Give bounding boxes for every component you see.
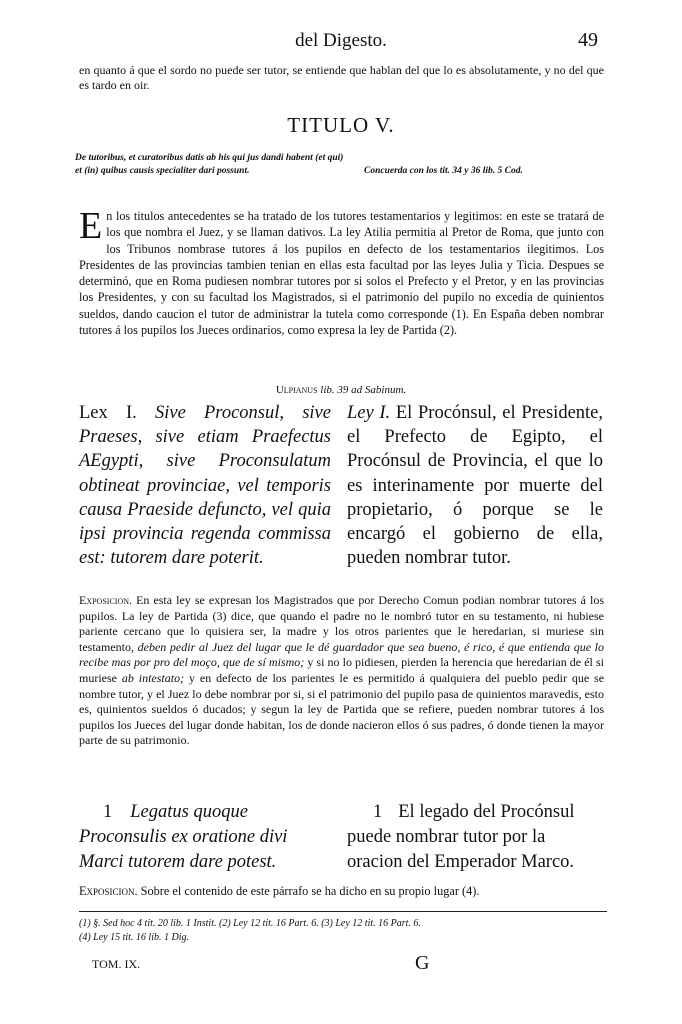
carryover-text: en quanto á que el sordo no puede ser tutor, se entiende que hablan del que lo es absolutamente, y no del que es tardo en oir. xyxy=(79,63,604,92)
footnote-rule xyxy=(79,911,607,912)
lex1-latin xyxy=(79,401,331,570)
lex1-spanish xyxy=(347,401,603,570)
exposicion-1-quote-2: ab intestato; xyxy=(121,670,185,685)
lex1-latin-label: Lex I. xyxy=(79,403,137,423)
exposicion-1-text-a: En esta ley se expresan los Magistrados que por Derecho Comun podian nombrar tutores á los pupilos. La ley de Partida (3) dice, que quando el padre no le nombró tutor en su testamento, ni hubiese pariente cercano que lo quisiera ser, la madre y los otros parientes que le heredarian, si muriese sin testamento, xyxy=(79,593,604,654)
para1-latin-number: 1 xyxy=(103,802,113,822)
footnote-line-2: (4) Ley 15 tit. 16 lib. 1 Dig. xyxy=(79,932,189,943)
exposicion-1-label: Exposicion. xyxy=(79,593,133,607)
para1-latin xyxy=(79,800,331,875)
lex1-spanish-text: El Procónsul, el Presidente, el Prefecto de Egipto, el Procónsul de Provincia, el que lo es interinamente por muerte del propietario, ó porque se le encargó el gobierno de ella, pueden nombrar tutor. xyxy=(347,403,604,569)
lex1-latin-text: Sive Proconsul, sive Praeses, sive etiam Praefectus AEgypti, sive Proconsulatum obtineat provinciae, vel temporis causa Praeside defuncto, vel quia ipsi provincia regenda commissa est: tutorem dare poterit. xyxy=(79,403,331,569)
rubric-latin: De tutoribus, et curatoribus datis ab his qui jus dandi habent (et qui) et (in) quibus causis specialiter dari possunt. xyxy=(75,153,344,176)
footnote-line-1: (1) §. Sed hoc 4 tit. 20 lib. 1 Instit. (2) Ley 12 tit. 16 Part. 6. (3) Ley 12 tit. 16 Part. 6. xyxy=(79,918,421,929)
intro-paragraph xyxy=(79,205,604,338)
attribution-source: lib. 39 ad Sabinum. xyxy=(320,384,407,396)
attribution xyxy=(0,384,682,396)
intro-text: n los titulos antecedentes se ha tratado de los tutores testamentarios y legitimos: en este se tratará de los que nombra el Juez, y se llaman dativos. La ley Atilia permitia al Pretor de Roma, que junto con los Tribunos nombrase tutores á los pupilos en defecto de los testamentarios ilegitimos. Los Presidentes de las provincias tambien tenian en ellas esta facultad por las leyes Julia y Ticia. Despues se determinó, que en Roma pudiesen nombrar tutores por si solos el Prefecto y el Pretor, y en las provincias los Presidentes, y con su facultad los Magistrados, si el patrimonio del pupilo no excedia de quinientos sueldos, dando caucion el tutor de administrar la tutela como corresponde (1). En España deben nombrar tutores á los pupilos los Jueces ordinarios, como expresa la ley de Partida (2). xyxy=(79,209,604,338)
running-header-title: del Digesto. xyxy=(295,30,387,51)
exposicion-1-text-c: y en defecto de los parientes le es permitido á qualquiera del pueblo pedir que se nombre tutor, y el Juez lo debe nombrar por si, si el patrimonio del pupilo pasa de quinientos maravedis, esto es, quinientos sueldos ó ducados; y segun la ley de Partida que se refiere, pueden nombrar tutores á los pupilos los Jueces del lugar donde habitan, los de donde nacieron ellos ó sus padres, ó donde tienen la mayor parte de su patrimonio. xyxy=(79,670,605,748)
exposicion-2-label: Exposicion. xyxy=(79,884,138,898)
lex1-spanish-label: Ley I. xyxy=(347,403,391,423)
exposicion-2-text: Sobre el contenido de este párrafo se ha dicho en su propio lugar (4). xyxy=(140,884,480,898)
exposicion-2 xyxy=(79,883,609,899)
signature-mark: G xyxy=(415,952,430,974)
tome-label: TOM. IX. xyxy=(92,957,141,971)
para1-spanish-number: 1 xyxy=(373,802,383,822)
footnotes xyxy=(79,917,607,945)
para1-latin-text: Legatus quoque Proconsulis ex oratione divi Marci tutorem dare potest. xyxy=(79,802,288,872)
section-title: TITULO V. xyxy=(287,113,395,137)
exposicion-1-quote: deben pedir al Juez del lugar que le dé guardador que sea bueno, é rico, é que entienda que lo recibe mas por pro del moço, que de sí mismo; xyxy=(79,639,605,670)
para1-spanish xyxy=(347,800,605,875)
exposicion-1-text-b: y si no lo pidiesen, pierden la herencia que heredarian de él si muriese xyxy=(79,655,604,685)
exposicion-1 xyxy=(79,593,604,749)
para1-spanish-text: El legado del Procónsul puede nombrar tutor por la oracion del Emperador Marco. xyxy=(347,802,575,872)
page-number: 49 xyxy=(578,29,598,51)
drop-cap: E xyxy=(79,205,103,247)
rubric-concordance: Concuerda con los tit. 34 y 36 lib. 5 Cod. xyxy=(364,166,523,176)
attribution-author: Ulpianus xyxy=(275,384,318,396)
